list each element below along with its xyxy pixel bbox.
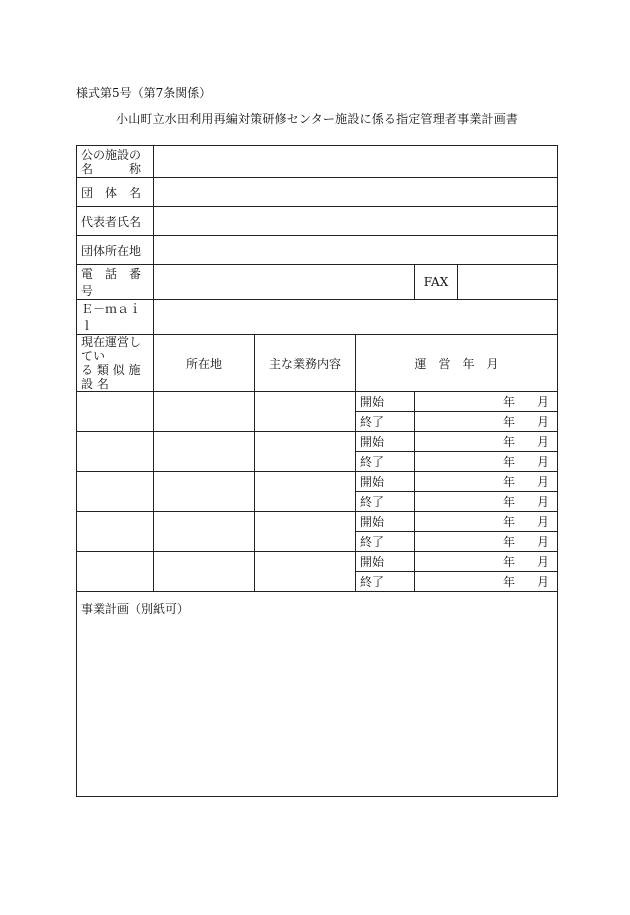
operation-period-header: 運 営 年 月: [356, 335, 558, 392]
end-label: 終了: [356, 532, 415, 552]
facility-name-field[interactable]: [154, 146, 558, 178]
similar-facility-business-field[interactable]: [255, 432, 356, 472]
start-label: 開始: [356, 472, 415, 492]
similar-facility-location-field[interactable]: [154, 432, 255, 472]
address-field[interactable]: [154, 236, 558, 265]
similar-facility-row: [77, 392, 558, 412]
group-name-field[interactable]: [154, 178, 558, 207]
start-date-field[interactable]: 年 月: [415, 552, 558, 572]
facility-name-row: [77, 146, 558, 178]
similar-facility-name-field[interactable]: [77, 392, 154, 432]
document-title: 小山町立水田利用再編対策研修センター施設に係る指定管理者事業計画書: [116, 112, 519, 126]
start-label: 開始: [356, 392, 415, 412]
representative-label: 代表者氏名: [77, 207, 154, 236]
email-field[interactable]: [154, 300, 558, 335]
similar-facility-name-field[interactable]: [77, 432, 154, 472]
business-plan-field[interactable]: [77, 592, 558, 797]
representative-field[interactable]: [154, 207, 558, 236]
application-form: [76, 145, 558, 797]
end-date-field[interactable]: 年 月: [415, 452, 558, 472]
similar-facility-business-field[interactable]: [255, 512, 356, 552]
end-date-field[interactable]: 年 月: [415, 492, 558, 512]
phone-field[interactable]: [154, 265, 415, 300]
similar-facility-row: [77, 552, 558, 572]
end-label: 終了: [356, 412, 415, 432]
similar-facilities-header-row: [77, 335, 558, 392]
end-label: 終了: [356, 572, 415, 592]
start-date-field[interactable]: 年 月: [415, 512, 558, 532]
start-label: 開始: [356, 552, 415, 572]
email-label: Ｅ－ｍａｉｌ: [77, 300, 154, 335]
similar-facility-location-field[interactable]: [154, 392, 255, 432]
end-date-field[interactable]: 年 月: [415, 412, 558, 432]
similar-facility-row: [77, 472, 558, 492]
group-name-row: [77, 178, 558, 207]
representative-row: [77, 207, 558, 236]
location-header: 所在地: [154, 335, 255, 392]
business-header: 主な業務内容: [255, 335, 356, 392]
business-plan-label: 事業計画（別紙可）: [81, 602, 190, 616]
similar-facility-row: [77, 512, 558, 532]
similar-facility-row: [77, 432, 558, 452]
group-name-label: 団 体 名: [77, 178, 154, 207]
similar-facility-business-field[interactable]: [255, 552, 356, 592]
similar-facility-name-field[interactable]: [77, 552, 154, 592]
similar-facility-location-field[interactable]: [154, 472, 255, 512]
phone-label: 電 話 番 号: [77, 265, 154, 300]
phone-row: [77, 265, 558, 300]
similar-facility-location-field[interactable]: [154, 512, 255, 552]
end-date-field[interactable]: 年 月: [415, 532, 558, 552]
style-number: 様式第5号（第7条関係）: [76, 86, 212, 100]
similar-facility-location-field[interactable]: [154, 552, 255, 592]
start-date-field[interactable]: 年 月: [415, 472, 558, 492]
similar-facility-name-header: 現在運営してい る 類 似 施 設 名: [77, 335, 154, 392]
fax-field[interactable]: [458, 265, 558, 300]
email-row: [77, 300, 558, 335]
start-date-field[interactable]: 年 月: [415, 392, 558, 412]
end-label: 終了: [356, 452, 415, 472]
similar-facility-name-field[interactable]: [77, 512, 154, 552]
facility-name-label: 公の施設の 名 称: [77, 146, 154, 178]
address-label: 団体所在地: [77, 236, 154, 265]
end-date-field[interactable]: 年 月: [415, 572, 558, 592]
fax-label: FAX: [415, 265, 458, 300]
start-date-field[interactable]: 年 月: [415, 432, 558, 452]
similar-facility-business-field[interactable]: [255, 392, 356, 432]
start-label: 開始: [356, 512, 415, 532]
similar-facility-name-field[interactable]: [77, 472, 154, 512]
similar-facility-business-field[interactable]: [255, 472, 356, 512]
address-row: [77, 236, 558, 265]
start-label: 開始: [356, 432, 415, 452]
business-plan-row: [77, 592, 558, 797]
end-label: 終了: [356, 492, 415, 512]
